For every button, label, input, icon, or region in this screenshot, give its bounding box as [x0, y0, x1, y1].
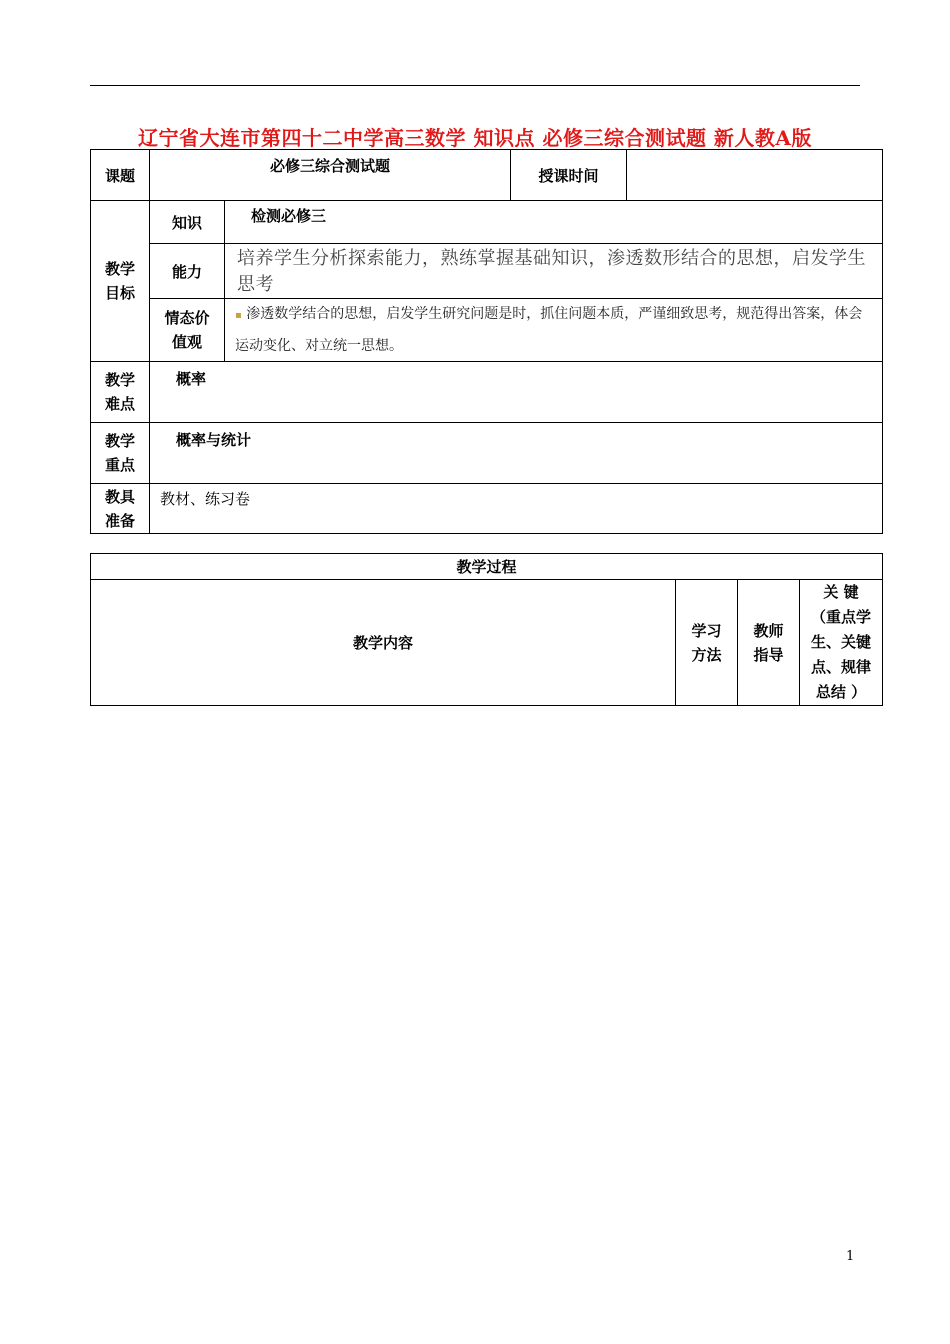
document-title: 辽宁省大连市第四十二中学高三数学 知识点 必修三综合测试题 新人教A版	[138, 126, 812, 150]
guide-label-line1: 教师	[753, 621, 784, 640]
key-label-line5: 总结 ）	[815, 683, 867, 701]
emotion-label	[150, 299, 225, 362]
emotion-label-line2: 值观	[171, 333, 202, 351]
emotion-value: 渗透数学结合的思想，启发学生研究问题是时，抓住问题本质，严谨细致思考，规范得出答案，体会运动变化、对立统一思想。	[235, 306, 863, 354]
key-label-line1: 关 键	[823, 583, 859, 601]
method-label-line1: 学习	[691, 621, 722, 640]
goals-label-line2: 目标	[104, 284, 135, 302]
header-rule	[90, 85, 860, 86]
tools-value: 教材、练习卷	[150, 484, 883, 534]
content-label: 教学内容	[91, 580, 676, 706]
goals-label	[91, 201, 150, 362]
difficulty-label	[91, 362, 150, 423]
emotion-cell	[225, 299, 883, 362]
knowledge-label: 知识	[150, 201, 225, 244]
focus-value: 概率与统计	[150, 423, 883, 484]
ability-value: 培养学生分析探索能力，熟练掌握基础知识，渗透数形结合的思想，启发学生思考	[225, 244, 883, 299]
knowledge-value: 检测必修三	[225, 201, 883, 244]
tools-label-line2: 准备	[104, 511, 135, 530]
guide-label-line2: 指导	[753, 645, 784, 664]
topic-label: 课题	[91, 150, 150, 201]
method-label	[676, 580, 738, 706]
page-number: 1	[846, 1249, 855, 1264]
difficulty-value: 概率	[150, 362, 883, 423]
topic-value: 必修三综合测试题	[150, 150, 511, 201]
method-label-line2: 方法	[691, 645, 722, 664]
key-label	[800, 580, 883, 706]
teaching-process-table	[90, 553, 883, 706]
process-heading: 教学过程	[91, 554, 883, 580]
ability-label: 能力	[150, 244, 225, 299]
key-label-line3: 生、关键	[811, 633, 872, 651]
goals-label-line1: 教学	[104, 260, 135, 278]
emotion-label-line1: 情态价	[164, 309, 210, 327]
focus-label	[91, 423, 150, 484]
guide-label	[738, 580, 800, 706]
focus-label-line1: 教学	[104, 432, 135, 450]
focus-label-line2: 重点	[104, 456, 135, 474]
time-value	[627, 150, 883, 201]
key-label-line2: （重点学	[811, 608, 872, 626]
difficulty-label-line1: 教学	[104, 371, 135, 389]
key-label-line4: 点、规律	[811, 658, 872, 676]
tools-label	[91, 484, 150, 534]
lesson-info-table	[90, 149, 883, 534]
difficulty-label-line2: 难点	[104, 395, 135, 413]
bullet-dot-icon: ▪	[235, 310, 242, 321]
tools-label-line1: 教具	[104, 487, 135, 506]
time-label: 授课时间	[511, 150, 627, 201]
